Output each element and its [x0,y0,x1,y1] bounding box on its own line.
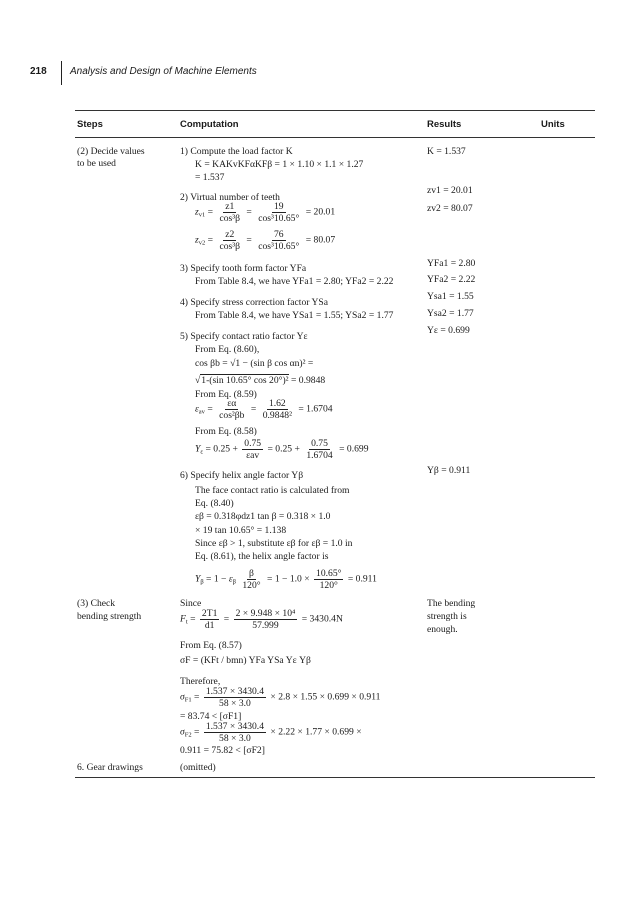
column-header-computation: Computation [180,119,239,130]
result-zv1: zv1 = 20.01 [427,185,473,196]
comp-y-beta-formula: $Y_\beta = 1 - \varepsilon_\beta$ $\frac{\beta}{120^\circ}$ = 1 − 1.0 × $\frac{10.65^\circ}{120^\circ}$ = 0.911 [195,568,377,591]
comp-sigma-f-formula: σF = (KFt / bmn) YFa YSa Yε Yβ [180,655,311,666]
comp-tooth-form-values: From Table 8.4, we have YFa1 = 2.80; YFa2 = 2.22 [195,276,394,287]
comp-load-factor-result: = 1.537 [195,172,225,183]
comp-cos-beta-b: cos βb = √1 − (sin β cos αn)² = [195,358,314,369]
step-check-bending: (3) Check [77,598,116,609]
comp-helix-angle-title: 6) Specify helix angle factor Yβ [180,470,304,481]
comp-omitted: (omitted) [180,762,216,773]
comp-from-eq-858: From Eq. (8.58) [195,426,257,437]
table-header-rule [75,137,595,138]
step-check-bending-2: bending strength [77,611,142,622]
column-header-steps: Steps [77,119,103,130]
comp-eps-beta-eq: εβ = 0.318φdz1 tan β = 0.318 × 1.0 [195,511,331,522]
comp-from-eq-859: From Eq. (8.59) [195,389,257,400]
column-header-units: Units [541,119,565,130]
header-divider [61,61,62,85]
result-zv2: zv2 = 80.07 [427,203,473,214]
comp-y-epsilon-formula: $Y_\varepsilon = 0.25$ + $\frac{0.75}{\text{εav}}$ = 0.25 + $\frac{0.75}{1.6704}$ = 0.699 [195,438,369,461]
comp-sqrt-expression: √1-(sin 10.65° cos 20°)² = 0.9848 [195,375,326,386]
comp-face-contact-line1: The face contact ratio is calculated from [195,485,350,496]
comp-sigma-f1-formula: $\sigma_{F1}$ = $\frac{1.537 \times 3430.4}{58 \times 3.0}$ × 2.8 × 1.55 × 0.699 × 0.911 [180,686,381,709]
comp-from-eq-860: From Eq. (8.60), [195,344,260,355]
comp-therefore: Therefore, [180,676,221,687]
comp-tooth-form-title: 3) Specify tooth form factor YFa [180,263,307,274]
comp-ft-formula: $F_t$ = $\frac{2T1}{d1}$ = $\frac{\text{2 × 9.948 × 10⁴}}{57.999}$ = 3430.4N [180,608,343,631]
comp-sigma-f2-formula: $\sigma_{F2}$ = $\frac{1.537 \times 3430.4}{58 \times 3.0}$ × 2.22 × 1.77 × 0.699 × [180,721,362,744]
page-number: 218 [30,66,47,77]
result-yfa1: YFa1 = 2.80 [427,258,476,269]
result-bending-2: strength is [427,611,467,622]
result-k: K = 1.537 [427,146,466,157]
comp-face-contact-line2: Eq. (8.40) [195,498,234,509]
book-title: Analysis and Design of Machine Elements [70,66,257,77]
comp-from-eq-857: From Eq. (8.57) [180,640,242,651]
comp-load-factor-eq: K = KAKvKFαKFβ = 1 × 1.10 × 1.1 × 1.27 [195,159,364,170]
result-yfa2: YFa2 = 2.22 [427,274,476,285]
comp-sigma-f1-result: = 83.74 < [σF1] [180,711,242,722]
step-decide-values: (2) Decide values [77,146,145,157]
comp-stress-correction-title: 4) Specify stress correction factor YSa [180,297,329,308]
result-y-beta: Yβ = 0.911 [427,465,471,476]
comp-contact-ratio-title: 5) Specify contact ratio factor Yε [180,331,308,342]
column-header-results: Results [427,119,462,130]
result-y-epsilon: Yε = 0.699 [427,325,470,336]
comp-eps-beta-result: × 19 tan 10.65° = 1.138 [195,525,287,536]
comp-helix-factor-line: Eq. (8.61), the helix angle factor is [195,551,329,562]
comp-since-label: Since [180,598,202,609]
comp-eps-av-formula: $\varepsilon_{av}$ = $\frac{\varepsilon\alpha}{\text{cos²βb}}$ = $\frac{1.62}{\text{0.9848²}}$ = 1.6704 [195,398,333,421]
table-top-rule [75,110,595,111]
comp-zv2-formula: $z_{v2}$ = $\frac{z2}{\text{cos³β}}$ = $\frac{76}{\text{cos³10.65°}}$ = 80.07 [195,229,336,252]
result-bending-1: The bending [427,598,476,609]
result-bending-3: enough. [427,624,458,635]
comp-stress-correction-values: From Table 8.4, we have YSa1 = 1.55; YSa2 = 1.77 [195,310,394,321]
table-bottom-rule [75,777,595,778]
comp-zv1-formula: $z_{v1}$ = $\frac{z1}{\text{cos³β}}$ = $\frac{19}{\text{cos³10.65°}}$ = 20.01 [195,201,336,224]
step-gear-drawings: 6. Gear drawings [77,762,143,773]
comp-since-line: Since εβ > 1, substitute εβ for εβ = 1.0 in [195,538,353,549]
comp-virtual-teeth-title: 2) Virtual number of teeth [180,192,280,203]
comp-sigma-f2-result: 0.911 = 75.82 < [σF2] [180,745,265,756]
result-ysa1: Ysa1 = 1.55 [427,291,474,302]
result-ysa2: Ysa2 = 1.77 [427,308,474,319]
step-decide-values-2: to be used [77,158,116,169]
comp-load-factor-title: 1) Compute the load factor K [180,146,293,157]
